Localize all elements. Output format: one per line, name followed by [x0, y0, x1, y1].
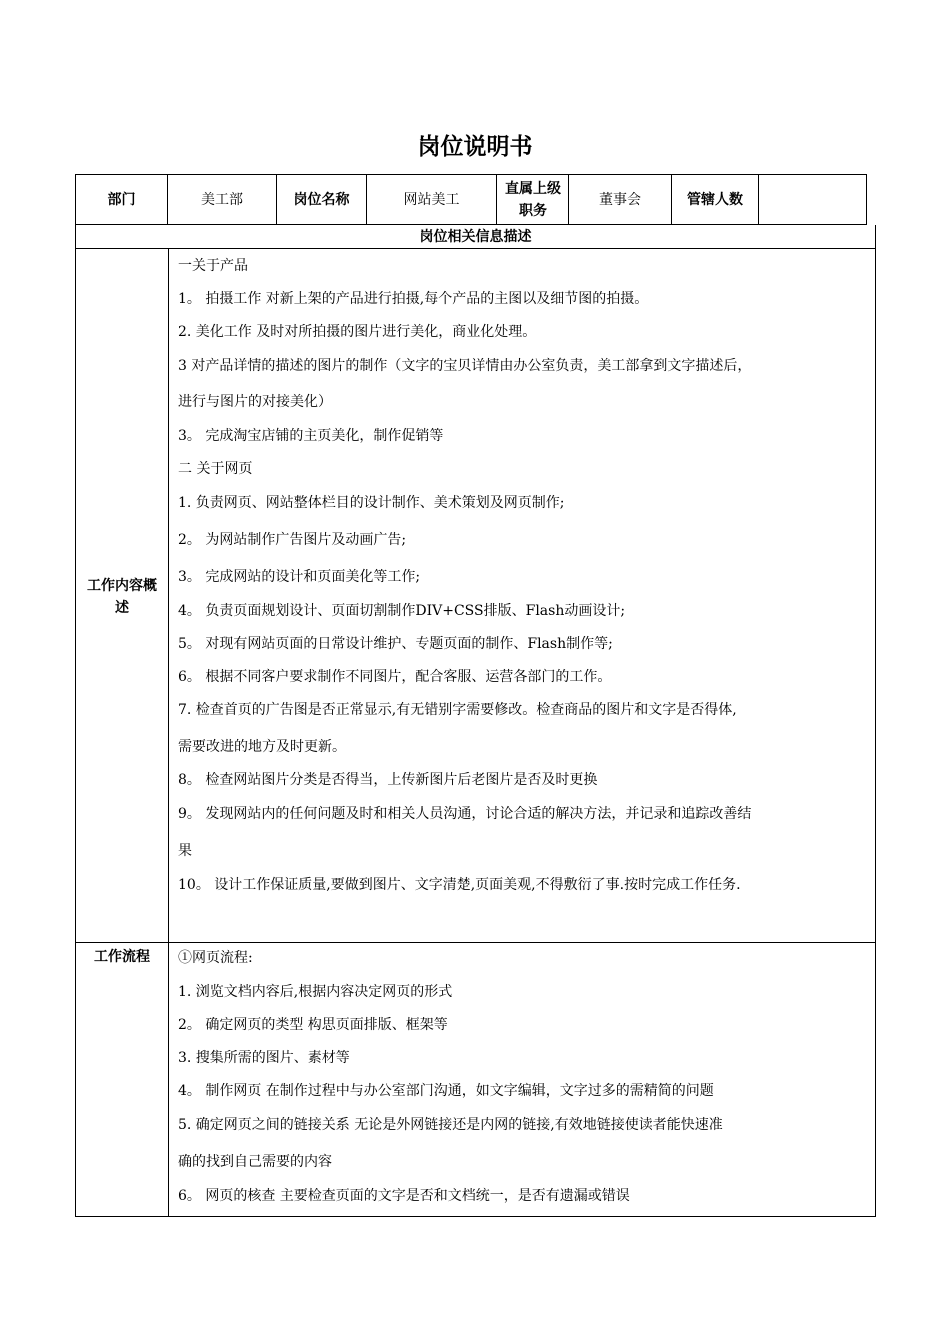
dept-value: 美工部 [201, 191, 243, 208]
work-content-line: 1. 负责网页、网站整体栏目的设计制作、美术策划及网页制作; [178, 495, 565, 511]
workflow-line: 4。 制作网页 在制作过程中与办公室部门沟通，如文字编辑，文字过多的需精简的问题 [178, 1083, 714, 1099]
divider [75, 942, 876, 943]
position-value: 网站美工 [403, 191, 460, 208]
work-content-line: 1。 拍摄工作 对新上架的产品进行拍摄,每个产品的主图以及细节图的拍摄。 [178, 291, 649, 307]
dept-label: 部门 [107, 191, 136, 208]
workflow-line: 3. 搜集所需的图片、素材等 [178, 1050, 350, 1066]
work-content-line: 2. 美化工作 及时对所拍摄的图片进行美化，商业化处理。 [178, 324, 537, 340]
work-content-line: 9。 发现网站内的任何问题及时和相关人员沟通，讨论合适的解决方法，并记录和追踪改善结 [178, 806, 752, 822]
work-content-line: 需要改进的地方及时更新。 [178, 739, 346, 755]
work-content-line: 进行与图片的对接美化） [178, 394, 332, 410]
workflow-line: 1. 浏览文档内容后,根据内容决定网页的形式 [178, 984, 453, 1000]
work-content-line: 7. 检查首页的广告图是否正常显示,有无错别字需要修改。检查商品的图片和文字是否得体, [178, 702, 737, 718]
work-content-line: 果 [178, 843, 192, 859]
work-content-line: 4。 负责页面规划设计、页面切割制作DIV+CSS排版、Flash动画设计; [178, 603, 626, 619]
work-content-line: 10。 设计工作保证质量,要做到图片、文字清楚,页面美观,不得敷衍了事.按时完成工作任务. [178, 877, 741, 893]
workflow-line: 确的找到自己需要的内容 [178, 1154, 332, 1170]
section-header: 岗位相关信息描述 [419, 229, 532, 245]
subordinates-label: 管辖人数 [687, 191, 743, 208]
work-content-line: 6。 根据不同客户要求制作不同图片，配合客服、运营各部门的工作。 [178, 669, 612, 685]
work-content-label: 工作内容概述 [87, 578, 157, 616]
divider [496, 174, 497, 225]
page-title: 岗位说明书 [417, 134, 533, 160]
work-content-line: 2。 为网站制作广告图片及动画广告; [178, 532, 407, 548]
work-content-line: 一关于产品 [178, 258, 248, 274]
workflow-line: 6。 网页的核查 主要检查页面的文字是否和文档统一，是否有遗漏或错误 [178, 1188, 630, 1204]
superior-value: 董事会 [599, 191, 641, 208]
work-content-line: 5。 对现有网站页面的日常设计维护、专题页面的制作、Flash制作等; [178, 636, 613, 652]
workflow-line: 2。 确定网页的类型 构思页面排版、框架等 [178, 1017, 448, 1033]
subordinates-value [759, 175, 866, 224]
workflow-label: 工作流程 [94, 949, 150, 965]
divider [75, 248, 876, 249]
workflow-line: ①网页流程: [178, 950, 253, 966]
work-content-line: 二 关于网页 [178, 461, 253, 477]
work-content-line: 8。 检查网站图片分类是否得当，上传新图片后老图片是否及时更换 [178, 772, 598, 788]
workflow-line: 5. 确定网页之间的链接关系 无论是外网链接还是内网的链接,有效地链接使读者能快速准 [178, 1117, 723, 1133]
work-content-line: 3。 完成网站的设计和页面美化等工作; [178, 569, 421, 585]
superior-label: 直属上级职务 [505, 180, 561, 219]
work-content-line: 3 对产品详情的描述的图片的制作（文字的宝贝详情由办公室负责，美工部拿到文字描述后， [178, 358, 752, 374]
divider [168, 248, 169, 1216]
work-content-line: 3。 完成淘宝店铺的主页美化，制作促销等 [178, 428, 444, 444]
position-label: 岗位名称 [293, 191, 350, 208]
